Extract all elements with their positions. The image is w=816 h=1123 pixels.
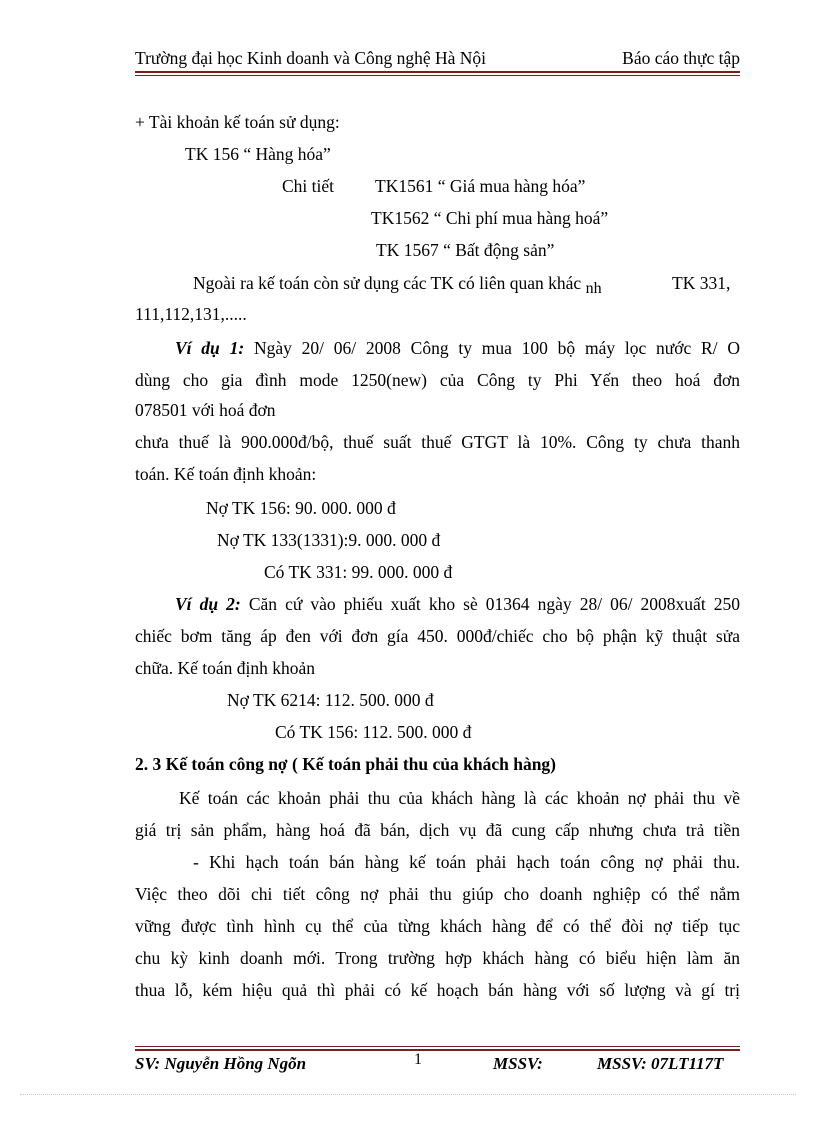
other-accounts-tk331: TK 331,: [672, 273, 731, 293]
footer-rule-thick: [135, 1049, 740, 1051]
paragraph-line-7: thua lỗ, kém hiệu quả thì phải có kế hoạch bán hàng với số lượng và gí trị: [135, 980, 740, 1000]
paragraph-line-4: Việc theo dõi chi tiết công nợ phải thu giúp cho doanh nghiệp có thể nắm: [135, 884, 740, 904]
footer-page-number: 1: [414, 1051, 422, 1068]
page-header: [135, 48, 740, 70]
entry-debit-156: Nợ TK 156: 90. 000. 000 đ: [206, 498, 396, 518]
example-2-line-1: [175, 593, 740, 615]
page-footer: [0, 1051, 816, 1076]
paragraph-line-1: Kế toán các khoản phải thu của khách hàng là các khoản nợ phải thu về: [179, 788, 740, 808]
section-heading-2-3: 2. 3 Kế toán công nợ ( Kế toán phải thu của khách hàng): [135, 754, 557, 774]
example-1-text: Ngày 20/ 06/ 2008 Công ty mua 100 bộ máy lọc nước R/ O: [253, 338, 740, 358]
example-2-line-3: chữa. Kế toán định khoản: [135, 658, 316, 678]
account-1561-line: TK1561 “ Giá mua hàng hóa”: [375, 176, 586, 196]
example-1-line-2: dùng cho gia đình mode 1250(new) của Công ty Phi Yến theo hoá đơn: [135, 370, 740, 390]
header-university: Trường đại học Kinh doanh và Công nghệ Hà Nội: [135, 48, 487, 68]
account-1567-line: TK 1567 “ Bất động sản”: [376, 240, 555, 260]
entry-debit-6214: Nợ TK 6214: 112. 500. 000 đ: [227, 690, 434, 710]
example-1-label: Ví dụ 1:: [175, 338, 245, 358]
example-2-label: Ví dụ 2:: [175, 594, 241, 614]
header-rule-thin: [135, 75, 740, 76]
paragraph-line-5: vững được tình hình cụ thể của từng khách hàng để có thể đòi nợ tiếp tục: [135, 916, 740, 936]
footer-mssv-value: MSSV: 07LT117T: [597, 1054, 724, 1073]
example-1-line-4: chưa thuế là 900.000đ/bộ, thuế suất thuế GTGT là 10%. Công ty chưa thanh: [135, 432, 740, 452]
entry-credit-331: Có TK 331: 99. 000. 000 đ: [264, 562, 453, 582]
header-report-title: Báo cáo thực tập: [622, 48, 740, 68]
detail-label: Chi tiết: [282, 176, 335, 196]
other-accounts-list: 111,112,131,.....: [135, 304, 247, 324]
example-1-line-3: 078501 với hoá đơn: [135, 400, 276, 420]
accounts-used-line: + Tài khoản kế toán sử dụng:: [135, 112, 340, 132]
paragraph-line-3: - Khi hạch toán bán hàng kế toán phải hạch toán công nợ phải thu.: [193, 852, 740, 872]
example-1-line-1: [175, 337, 740, 359]
page-bottom-divider: [20, 1094, 796, 1095]
footer-rule-thin: [135, 1046, 740, 1047]
header-rule-thick: [135, 71, 740, 73]
example-2-line-2: chiếc bơm tăng áp đen với đơn gía 450. 000đ/chiếc cho bộ phận kỹ thuật sửa: [135, 626, 740, 646]
paragraph-line-6: chu kỳ kinh doanh mới. Trong trường hợp khách hàng có biểu hiện làm ăn: [135, 948, 740, 968]
footer-student-name: SV: Nguyễn Hồng Ngõn: [135, 1054, 307, 1073]
account-156-line: TK 156 “ Hàng hóa”: [185, 144, 331, 164]
other-accounts-text: Ngoài ra kế toán còn sử dụng các TK có liên quan khác: [193, 273, 582, 293]
account-1562-line: TK1562 “ Chi phí mua hàng hoá”: [371, 208, 609, 228]
other-accounts-fragment: nh: [585, 280, 602, 297]
example-2-text: Căn cứ vào phiếu xuất kho sè 01364 ngày 28/ 06/ 2008xuất 250: [248, 594, 741, 614]
entry-debit-133: Nợ TK 133(1331):9. 000. 000 đ: [217, 530, 441, 550]
paragraph-line-2: giá trị sản phẩm, hàng hoá đã bán, dịch vụ đã cung cấp nhưng chưa trả tiền: [135, 820, 740, 840]
other-accounts-line: [193, 272, 602, 296]
entry-credit-156: Có TK 156: 112. 500. 000 đ: [275, 722, 472, 742]
example-1-line-5: toán. Kế toán định khoản:: [135, 464, 317, 484]
footer-mssv-label: MSSV:: [493, 1054, 543, 1073]
